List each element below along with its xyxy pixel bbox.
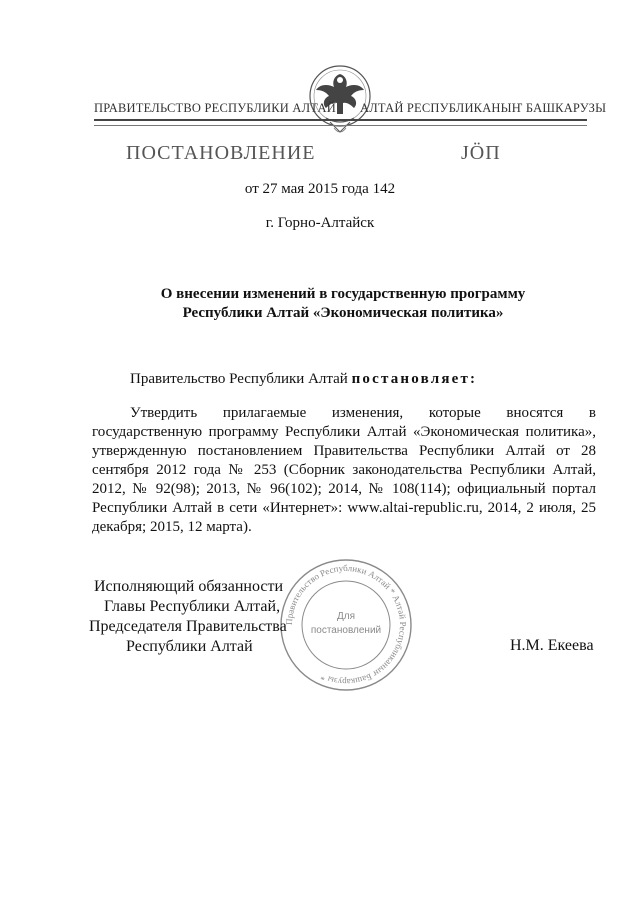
header-rule-thin (94, 125, 587, 126)
signatory-title-line-4: Республики Алтай (126, 638, 253, 655)
intro-prefix: Правительство Республики Алтай (130, 371, 348, 387)
signatory-title-line-3: Председателя Правительства (89, 618, 287, 635)
seal-center-line-2: постановлений (310, 625, 382, 636)
official-seal (278, 557, 414, 693)
government-name-altai: АЛТАЙ РЕСПУБЛИКАНЫҤ БАШКАРУЗЫ (360, 101, 607, 115)
resolution-body: Утвердить прилагаемые изменения, которые вносятся в государственную программу Республики Алтай «Экономическая политика», утвержденную постановлением Правительства Республики Алтай от 28 сентября 2012 года № 253 (Сборник законодательства Республики Алтай, 2012, № 92(98); 2013, № 96(102); 2014, № 108(114); официальный портал Республики Алтай в сети «Интернет»: www.altai-republic.ru, 2014, 2 июля, 25 декабря; 2015, 12 марта). (92, 405, 596, 535)
document-type-altai: JÖП (461, 142, 501, 164)
signatory-title-line-1: Исполняющий обязанности (94, 578, 284, 595)
document-title (100, 285, 586, 323)
seal-center-line-1: Для (336, 611, 356, 622)
document-title-line-2: Республики Алтай «Экономическая политика» (182, 305, 504, 321)
government-name-russian: ПРАВИТЕЛЬСТВО РЕСПУБЛИКИ АЛТАЙ (94, 101, 336, 115)
seal-ring-text: Правительство Республики Алтай * Алтай Республиканыҥ Башкарузы * (283, 562, 409, 688)
header-rule-thick (94, 119, 587, 121)
document-city: г. Горно-Алтайск (265, 215, 375, 231)
signatory-title-line-2: Главы Республики Алтай, (104, 598, 281, 615)
document-title-line-1: О внесении изменений в государственную программу (160, 286, 526, 302)
intro-verb: постановляет: (351, 371, 478, 387)
document-type-russian: ПОСТАНОВЛЕНИЕ (126, 142, 316, 164)
signatory-name: Н.М. Екеева (510, 637, 594, 654)
resolution-intro (130, 371, 477, 388)
document-date: от 27 мая 2015 года 142 (244, 181, 396, 197)
